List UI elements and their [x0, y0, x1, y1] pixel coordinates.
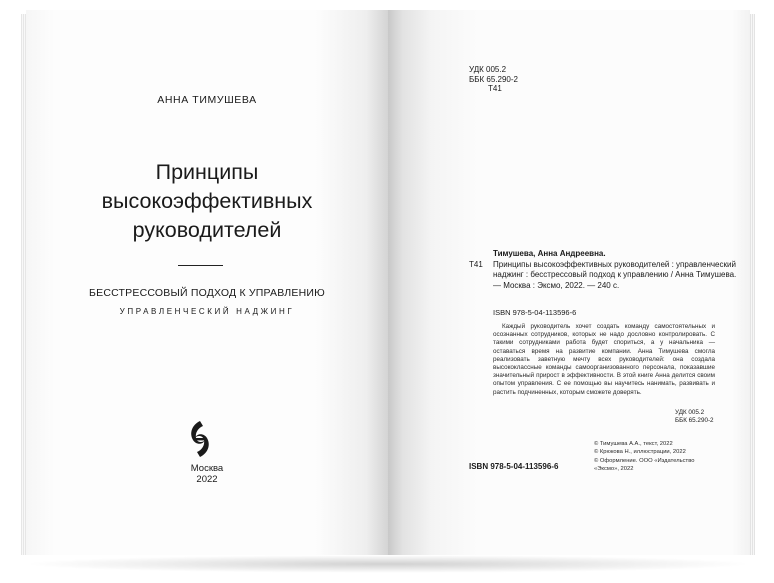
- copyright-line: © Тимушева А.А., текст, 2022: [594, 441, 673, 447]
- copyright-block: [594, 440, 694, 473]
- bbk-code: ББК 65.290-2: [469, 74, 518, 84]
- imprint-place: [42, 463, 372, 485]
- biblio-author-mark: Т41: [469, 259, 483, 269]
- title-line: руководителей: [132, 218, 282, 242]
- eksmo-logo-icon: [187, 419, 213, 459]
- copyright-line: © Крюкова Н., иллюстрации, 2022: [594, 449, 686, 456]
- book-title: [42, 158, 372, 245]
- author-mark: Т41: [488, 84, 502, 93]
- imprint-year: 2022: [196, 474, 218, 485]
- classification-codes: [469, 65, 518, 94]
- book-series: УПРАВЛЕНЧЕСКИЙ НАДЖИНГ: [119, 307, 295, 316]
- imprint-city: Москва: [190, 463, 224, 474]
- book-subtitle: БЕССТРЕССОВЫЙ ПОДХОД К УПРАВЛЕНИЮ: [89, 287, 325, 299]
- copyright-line: «Эксмо», 2022: [594, 465, 634, 472]
- bibliographic-record: [469, 249, 737, 291]
- udk-code-small: УДК 005.2: [675, 409, 705, 416]
- title-divider: [178, 265, 223, 266]
- annotation-text: Каждый руководитель хочет создать команду самостоятельных и осознанных сотрудников, которых не надо дословно контролировать. С такими сотрудниками работа будет спориться, а у начальника — оставаться время на развитие компании. Анна Тимушева смогла реализовать заветную мечту всех руководителей: она создала высококлассные команды самоорганизованного персонала, показавшие значительный прирост в эффективности. В этой книге Анна делится своим опытом управления. С ее помощью вы научитесь нанимать, развивать и растить подчиненных, которым сможете доверять.: [493, 323, 715, 396]
- right-page-stack-edge: [750, 14, 755, 555]
- author-name: АННА ТИМУШЕВА: [157, 94, 257, 106]
- isbn-bottom: ISBN 978-5-04-113596-6: [469, 462, 559, 471]
- title-line: высокоэффективных: [101, 189, 313, 213]
- biblio-description: Принципы высокоэффективных руководителей : управленческий наджинг : бесстрессовый подход к управлению / Анна Тимушева. — Москва : Эксмо, 2022. — 240 с.: [493, 259, 737, 290]
- title-line: Принципы: [155, 160, 259, 184]
- bbk-code-small: ББК 65.290-2: [675, 416, 714, 424]
- udk-code: УДК 005.2: [469, 65, 507, 74]
- isbn-line: ISBN 978-5-04-113596-6: [493, 308, 577, 317]
- copyright-line: © Оформление. ООО «Издательство: [594, 457, 695, 464]
- book-shadow: [22, 555, 754, 573]
- classification-codes-small: [675, 409, 714, 424]
- biblio-heading: Тимушева, Анна Андреевна.: [493, 249, 606, 258]
